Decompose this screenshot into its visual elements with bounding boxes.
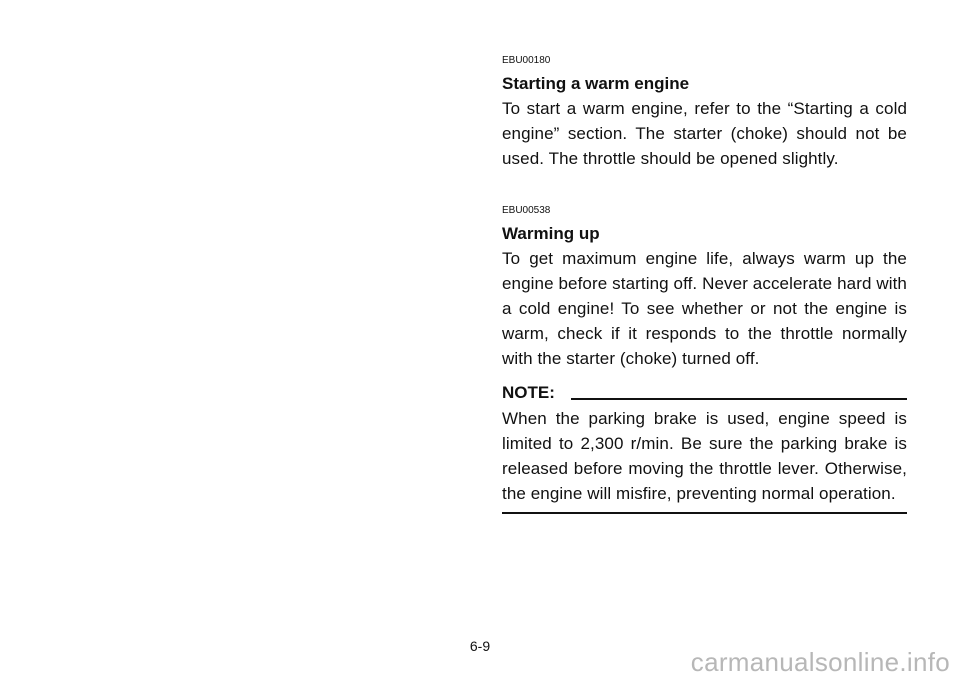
page-number: 6-9: [469, 638, 491, 654]
note-box: [502, 382, 907, 514]
section-code: EBU00180: [502, 55, 551, 66]
section-body: To get maximum engine life, always warm up the engine before starting off. Never accelerate hard with a cold engine! To see whether or not the engine is warm, check if it responds to the throttle normally with the starter (choke) turned off.: [502, 249, 907, 368]
note-bottom-rule: [502, 512, 907, 514]
note-header: [502, 382, 907, 404]
note-body: When the parking brake is used, engine speed is limited to 2,300 r/min. Be sure the parking brake is released before moving the throttle lever. Otherwise, the engine will misfire, preventing normal operation.: [502, 409, 907, 503]
section-body: To start a warm engine, refer to the “Starting a cold engine” section. The starter (choke) should not be used. The throttle should be opened slightly.: [502, 99, 907, 168]
note-label: NOTE:: [502, 383, 555, 402]
section-starting-warm-engine: [502, 55, 907, 171]
section-title: Warming up: [502, 224, 600, 243]
section-code: EBU00538: [502, 205, 551, 216]
content-column: [502, 55, 907, 514]
watermark: carmanualsonline.info: [690, 647, 950, 677]
section-warming-up: [502, 205, 907, 371]
note-top-rule: [571, 398, 907, 400]
section-title: Starting a warm engine: [502, 74, 690, 93]
